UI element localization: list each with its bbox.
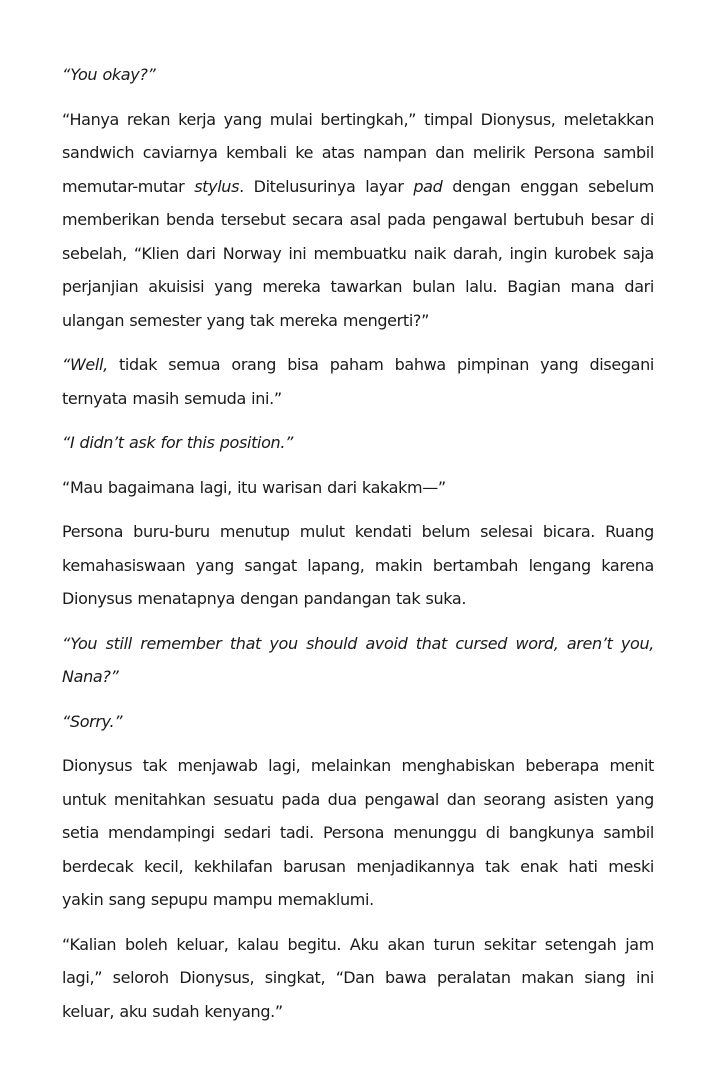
text-run: “You okay?” xyxy=(62,65,156,84)
text-run: dengan enggan sebelum memberikan benda tersebut secara asal pada pengawal bertubuh besar di sebelah, “Klien dari Norway ini membuatku naik darah, ingin kurobek saja perjanjian akuisisi yang mereka tawarkan bulan lalu. Bagian mana dari ulangan semester yang tak mereka mengerti?” xyxy=(62,176,654,330)
text-run-italic: “I didn’t ask for this position.” xyxy=(62,433,293,452)
paragraph-dionysus-reply xyxy=(62,103,654,338)
text-run-italic: pad xyxy=(413,176,443,196)
paragraph-still-remember xyxy=(62,627,654,694)
text-run-italic: “Well, xyxy=(62,355,108,374)
text-run: “Kalian boleh keluar, kalau begitu. Aku akan turun sekitar setengah jam lagi,” seloroh Dionysus, singkat, “Dan bawa peralatan makan siang ini keluar, aku sudah kenyang.” xyxy=(62,934,654,1021)
paragraph-kalian-boleh xyxy=(62,928,654,1029)
text-run-italic: “You still remember that you should avoid that cursed word, aren’t you, Nana?” xyxy=(62,633,654,686)
text-run: Dionysus tak menjawab lagi, melainkan menghabiskan beberapa menit untuk menitahkan sesuatu pada dua pengawal dan seorang asisten yang setia mendampingi sedari tadi. Persona menunggu di bangkunya sambil berdecak kecil, kekhilafan barusan menjadikannya tak enak hati meski yakin sang sepupu mampu memaklumi. xyxy=(62,756,654,909)
text-run-italic: stylus xyxy=(194,176,240,196)
text-run: tidak semua orang bisa paham bahwa pimpinan yang disegani ternyata masih semuda ini.” xyxy=(62,355,654,408)
paragraph-didnt-ask xyxy=(62,426,654,460)
paragraph-well xyxy=(62,348,654,415)
text-run: “Mau bagaimana lagi, itu warisan dari kakakm—” xyxy=(62,477,446,497)
text-run: “Hanya rekan kerja yang mulai bertingkah,” timpal Dionysus, meletakkan sandwich caviarnya kembali ke atas nampan dan melirik Persona sambil memutar-mutar xyxy=(62,109,654,196)
paragraph-dionysus-tak xyxy=(62,749,654,917)
text-run: . Ditelusurinya layar xyxy=(239,176,414,196)
text-run: Persona buru-buru menutup mulut kendati belum selesai bicara. Ruang kemahasiswaan yang sangat lapang, makin bertambah lengang karena Dionysus menatapnya dengan pandangan tak suka. xyxy=(62,522,654,608)
paragraph-warisan xyxy=(62,471,654,505)
paragraph-sorry xyxy=(62,705,654,739)
paragraph-persona-buru xyxy=(62,515,654,616)
paragraph-you-okay xyxy=(62,58,654,92)
text-run-italic: “Sorry.” xyxy=(62,711,123,731)
